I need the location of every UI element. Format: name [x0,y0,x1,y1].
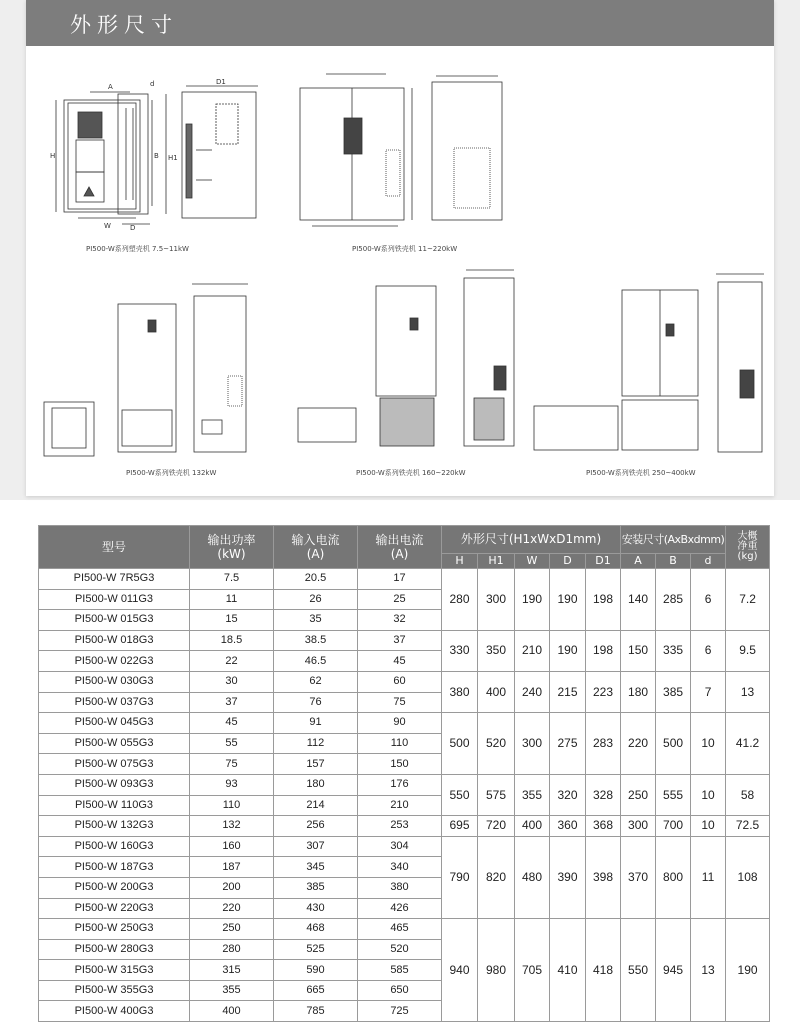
input-current-cell: 256 [274,816,358,837]
dimension-cell-h1: 300 [478,569,515,631]
header-weight [726,526,770,569]
dimension-cell-d: 190 [550,569,586,631]
model-cell: PI500-W 055G3 [39,733,190,754]
dimension-cell-d: 190 [550,630,586,671]
spec-table-wrapper [38,525,769,1022]
dimension-cell-d1: 198 [586,569,621,631]
dim-label-B: B [154,152,159,160]
table-row [39,919,770,940]
input-current-cell: 307 [274,836,358,857]
spec-table-body [39,569,770,1022]
drawing-250-400kw [534,274,764,452]
dimension-cell-d: 360 [550,816,586,837]
model-cell: PI500-W 7R5G3 [39,569,190,590]
caption-plastic-case: PI500-W系列塑壳机 7.5~11kW [86,245,189,253]
table-row [39,836,770,857]
subheader-W: W [515,554,550,569]
subheader-B: B [656,554,691,569]
dimension-cell-d: 7 [691,671,726,712]
dim-label-A: A [108,83,113,91]
output-current-cell: 90 [358,713,442,734]
header-weight-unit: (kg) [737,551,758,562]
dimension-cell-h1: 720 [478,816,515,837]
output-current-cell: 725 [358,1001,442,1022]
dimension-cell-h: 695 [442,816,478,837]
model-cell: PI500-W 045G3 [39,713,190,734]
dimension-cell-h: 500 [442,713,478,775]
header-power-label: 输出功率 [207,533,256,547]
dimension-cell-d1: 368 [586,816,621,837]
dimension-cell-kg: 9.5 [726,630,770,671]
input-current-cell: 590 [274,960,358,981]
output-current-cell: 150 [358,754,442,775]
header-output-current [358,526,442,569]
dimension-cell-a: 550 [621,919,656,1022]
dimension-cell-d: 13 [691,919,726,1022]
drawing-132kw [44,284,248,456]
model-cell: PI500-W 132G3 [39,816,190,837]
input-current-cell: 157 [274,754,358,775]
table-row [39,774,770,795]
output-current-cell: 210 [358,795,442,816]
output-current-cell: 45 [358,651,442,672]
output-current-cell: 110 [358,733,442,754]
dimension-cell-b: 285 [656,569,691,631]
output-current-cell: 585 [358,960,442,981]
model-cell: PI500-W 015G3 [39,610,190,631]
table-row [39,671,770,692]
input-current-cell: 35 [274,610,358,631]
model-cell: PI500-W 400G3 [39,1001,190,1022]
dimension-cell-h: 550 [442,774,478,815]
power-cell: 187 [190,857,274,878]
power-cell: 15 [190,610,274,631]
caption-250-400kw: PI500-W系列铁壳机 250~400kW [586,469,696,477]
input-current-cell: 26 [274,589,358,610]
input-current-cell: 468 [274,919,358,940]
model-cell: PI500-W 075G3 [39,754,190,775]
header-install-dimensions: 安装尺寸(AxBxdmm) [621,526,726,554]
dimension-cell-b: 500 [656,713,691,775]
output-current-cell: 520 [358,939,442,960]
subheader-d: d [691,554,726,569]
dimension-cell-a: 300 [621,816,656,837]
input-current-cell: 62 [274,671,358,692]
dimension-cell-h1: 980 [478,919,515,1022]
header-model: 型号 [39,526,190,569]
power-cell: 315 [190,960,274,981]
dimension-cell-d: 11 [691,836,726,918]
dimension-cell-b: 700 [656,816,691,837]
dimension-cell-h1: 820 [478,836,515,918]
drawing-plastic-case-back [182,86,258,218]
table-row [39,569,770,590]
drawing-steel-case-side [432,76,502,220]
output-current-cell: 650 [358,980,442,1001]
dimension-cell-h1: 575 [478,774,515,815]
power-cell: 11 [190,589,274,610]
dim-label-W: W [104,222,111,230]
power-cell: 200 [190,877,274,898]
dimension-cell-a: 150 [621,630,656,671]
model-cell: PI500-W 011G3 [39,589,190,610]
header-weight-l2: 净重 [737,541,758,552]
dimension-cell-b: 555 [656,774,691,815]
spec-table [38,525,770,1022]
dimension-cell-b: 800 [656,836,691,918]
model-cell: PI500-W 022G3 [39,651,190,672]
dimension-cell-b: 385 [656,671,691,712]
input-current-cell: 20.5 [274,569,358,590]
power-cell: 160 [190,836,274,857]
output-current-cell: 60 [358,671,442,692]
header-outline-dimensions: 外形尺寸(H1xWxD1mm) [442,526,621,554]
output-current-cell: 304 [358,836,442,857]
power-cell: 400 [190,1001,274,1022]
power-cell: 45 [190,713,274,734]
subheader-D: D [550,554,586,569]
power-cell: 110 [190,795,274,816]
header-weight-l1: 大概 [737,531,758,542]
input-current-cell: 665 [274,980,358,1001]
subheader-D1: D1 [586,554,621,569]
dim-label-D1: D1 [216,78,226,86]
input-current-cell: 46.5 [274,651,358,672]
dimension-cell-kg: 7.2 [726,569,770,631]
dimension-cell-h: 940 [442,919,478,1022]
model-cell: PI500-W 037G3 [39,692,190,713]
header-input-unit: (A) [306,547,325,561]
power-cell: 355 [190,980,274,1001]
dimension-cell-w: 400 [515,816,550,837]
dimension-cell-h1: 520 [478,713,515,775]
table-row [39,630,770,651]
dim-label-D: D [130,224,136,232]
dimension-cell-a: 180 [621,671,656,712]
dimension-cell-d: 6 [691,569,726,631]
model-cell: PI500-W 355G3 [39,980,190,1001]
dimension-cell-kg: 108 [726,836,770,918]
dimension-cell-kg: 41.2 [726,713,770,775]
subheader-H: H [442,554,478,569]
model-cell: PI500-W 160G3 [39,836,190,857]
subheader-A: A [621,554,656,569]
dimension-cell-w: 240 [515,671,550,712]
dimension-cell-d1: 328 [586,774,621,815]
power-cell: 37 [190,692,274,713]
dimension-cell-d: 6 [691,630,726,671]
header-power [190,526,274,569]
output-current-cell: 32 [358,610,442,631]
dim-label-d: d [150,80,155,88]
power-cell: 220 [190,898,274,919]
header-power-unit: (kW) [217,547,246,561]
section-title: 外形尺寸 [70,13,178,37]
model-cell: PI500-W 250G3 [39,919,190,940]
model-cell: PI500-W 187G3 [39,857,190,878]
power-cell: 250 [190,919,274,940]
model-cell: PI500-W 280G3 [39,939,190,960]
dimension-cell-h: 280 [442,569,478,631]
dimension-cell-kg: 58 [726,774,770,815]
dimension-cell-h1: 400 [478,671,515,712]
input-current-cell: 112 [274,733,358,754]
dimension-cell-a: 220 [621,713,656,775]
input-current-cell: 91 [274,713,358,734]
caption-132kw: PI500-W系列铁壳机 132kW [126,469,217,477]
dimension-cell-d: 10 [691,816,726,837]
power-cell: 7.5 [190,569,274,590]
dimension-cell-w: 190 [515,569,550,631]
output-current-cell: 25 [358,589,442,610]
drawing-160-220kw [298,270,514,446]
dimension-cell-b: 945 [656,919,691,1022]
model-cell: PI500-W 220G3 [39,898,190,919]
input-current-cell: 430 [274,898,358,919]
dimension-cell-d: 215 [550,671,586,712]
model-cell: PI500-W 030G3 [39,671,190,692]
output-current-cell: 340 [358,857,442,878]
model-cell: PI500-W 315G3 [39,960,190,981]
dimension-cell-a: 250 [621,774,656,815]
dimension-cell-w: 300 [515,713,550,775]
output-current-cell: 380 [358,877,442,898]
table-row [39,713,770,734]
table-row [39,816,770,837]
dimension-cell-d: 275 [550,713,586,775]
subheader-H1: H1 [478,554,515,569]
dimension-cell-kg: 72.5 [726,816,770,837]
output-current-cell: 426 [358,898,442,919]
dim-label-H1: H1 [168,154,178,162]
model-cell: PI500-W 093G3 [39,774,190,795]
power-cell: 280 [190,939,274,960]
dimension-cell-h: 380 [442,671,478,712]
model-cell: PI500-W 110G3 [39,795,190,816]
dimension-cell-kg: 190 [726,919,770,1022]
input-current-cell: 214 [274,795,358,816]
dimension-cell-d1: 418 [586,919,621,1022]
dim-label-H: H [50,152,56,160]
dimension-cell-h: 790 [442,836,478,918]
dimension-cell-w: 705 [515,919,550,1022]
dimension-cell-a: 140 [621,569,656,631]
output-current-cell: 75 [358,692,442,713]
input-current-cell: 76 [274,692,358,713]
power-cell: 75 [190,754,274,775]
dimension-cell-d1: 198 [586,630,621,671]
drawing-steel-case-front [300,74,412,226]
model-cell: PI500-W 018G3 [39,630,190,651]
caption-steel-case: PI500-W系列铁壳机 11~220kW [352,245,458,253]
dimension-cell-a: 370 [621,836,656,918]
input-current-cell: 345 [274,857,358,878]
output-current-cell: 17 [358,569,442,590]
power-cell: 55 [190,733,274,754]
input-current-cell: 525 [274,939,358,960]
dimension-cell-d: 410 [550,919,586,1022]
dimension-cell-d1: 283 [586,713,621,775]
drawing-plastic-case-front [56,92,140,218]
header-input-label: 输入电流 [291,533,340,547]
header-output-unit: (A) [390,547,409,561]
power-cell: 93 [190,774,274,795]
caption-160-220kw: PI500-W系列铁壳机 160~220kW [356,469,466,477]
output-current-cell: 37 [358,630,442,651]
dimension-cell-w: 480 [515,836,550,918]
power-cell: 18.5 [190,630,274,651]
header-output-label: 输出电流 [375,533,424,547]
power-cell: 22 [190,651,274,672]
power-cell: 30 [190,671,274,692]
output-current-cell: 253 [358,816,442,837]
dimension-cell-d: 10 [691,774,726,815]
dimension-cell-h: 330 [442,630,478,671]
dimension-cell-d1: 223 [586,671,621,712]
power-cell: 132 [190,816,274,837]
input-current-cell: 38.5 [274,630,358,651]
header-input-current [274,526,358,569]
dimension-cell-w: 210 [515,630,550,671]
dimension-cell-d: 10 [691,713,726,775]
dimension-cell-w: 355 [515,774,550,815]
model-cell: PI500-W 200G3 [39,877,190,898]
dimension-cell-kg: 13 [726,671,770,712]
dimension-cell-h1: 350 [478,630,515,671]
input-current-cell: 385 [274,877,358,898]
input-current-cell: 180 [274,774,358,795]
output-current-cell: 176 [358,774,442,795]
dimension-cell-b: 335 [656,630,691,671]
input-current-cell: 785 [274,1001,358,1022]
dimension-cell-d: 390 [550,836,586,918]
dimension-cell-d1: 398 [586,836,621,918]
dimension-cell-d: 320 [550,774,586,815]
output-current-cell: 465 [358,919,442,940]
outline-drawings-card [26,0,774,496]
